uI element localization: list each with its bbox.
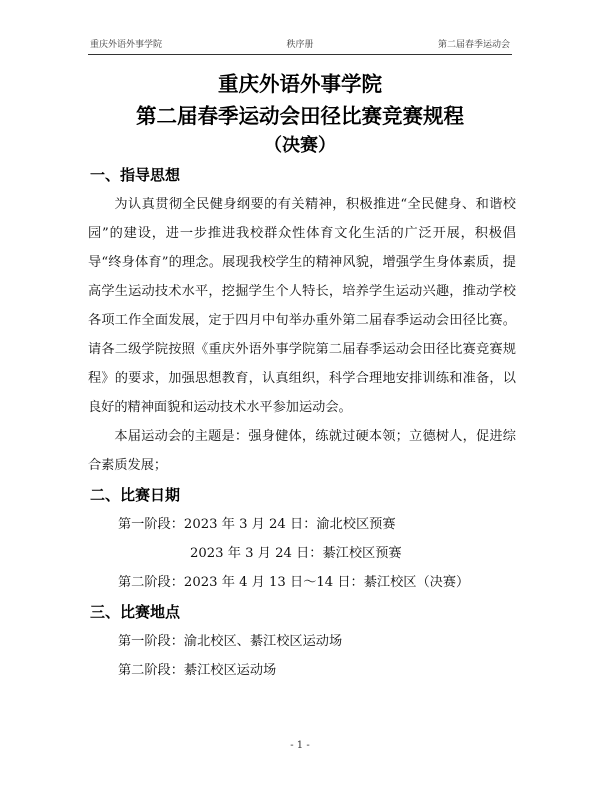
header-school-name: 重庆外语外事学院 bbox=[90, 40, 163, 50]
date-stage-1-qijiang: 2023 年 3 月 24 日：綦江校区预赛 bbox=[190, 546, 402, 561]
header-event-name: 第二届春季运动会 bbox=[437, 40, 510, 50]
venue-stage-2: 第二阶段：綦江校区运动场 bbox=[118, 663, 277, 678]
title-line-2: 第二届春季运动会田径比赛竞赛规程 bbox=[136, 104, 464, 128]
venue-stage-1: 第一阶段：渝北校区、綦江校区运动场 bbox=[118, 634, 343, 649]
document-body bbox=[88, 160, 516, 685]
paragraph-theme: 本届运动会的主题是：强身健体，练就过硬本领；立德树人，促进综合素质发展； bbox=[88, 429, 516, 473]
page-header bbox=[88, 38, 512, 55]
date-stage-1-yubei: 第一阶段：2023 年 3 月 24 日：渝北校区预赛 bbox=[118, 517, 396, 532]
document-title bbox=[80, 68, 520, 160]
section-heading-dates: 二、比赛日期 bbox=[90, 486, 181, 504]
section-heading-guiding-ideology: 一、指导思想 bbox=[90, 166, 181, 184]
title-line-1: 重庆外语外事学院 bbox=[218, 72, 382, 96]
paragraph-guiding-ideology: 为认真贯彻全民健身纲要的有关精神，积极推进“全民健身、和谐校园”的建设，进一步推进我校群众性体育文化生活的广泛开展，积极倡导“终身体育”的理念。展现我校学生的精神风貌，增强学生身体素质，提高学生运动技术水平，挖掘学生个人特长，培养学生运动兴趣，推动学校各项工作全面发展，定于四月中旬举办重外第二届春季运动会田径比赛。请各二级学院按照《重庆外语外事学院第二届春季运动会田径比赛竞赛规程》的要求，加强思想教育，认真组织，科学合理地安排训练和准备，以良好的精神面貌和运动技术水平参加运动会。 bbox=[88, 197, 516, 415]
page-number: - 1 - bbox=[290, 740, 310, 751]
title-line-3: （决赛） bbox=[264, 135, 336, 156]
date-stage-2: 第二阶段：2023 年 4 月 13 日～14 日：綦江校区（决赛） bbox=[118, 575, 470, 590]
header-doc-type: 秩序册 bbox=[286, 40, 314, 50]
section-heading-venue: 三、比赛地点 bbox=[90, 603, 181, 621]
